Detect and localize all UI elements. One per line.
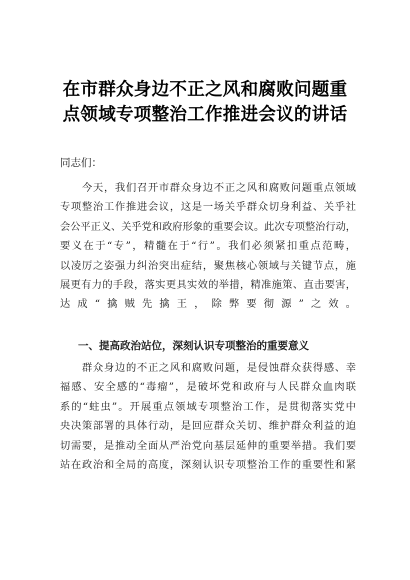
text-line: 群众身边的不正之风和腐败问题，是侵蚀群众获得感、幸 bbox=[60, 363, 356, 374]
paragraph-section-one bbox=[60, 359, 356, 475]
text-line: 要义在于“专”，精髓在于“行”。我们必须紧扣重点范畴， bbox=[60, 241, 356, 253]
text-line: 系的“蛀虫”。开展重点领域专项整治工作，是贯彻落实党中 bbox=[60, 401, 356, 413]
text-line: 展更有力的手段，落实更具实效的举措，精准施策、直击要害， bbox=[60, 280, 356, 292]
text-line: 达成“擒贼先擒王，除弊要彻源”之效。 bbox=[60, 299, 356, 311]
text-line: 会公平正义、关乎党和政府形象的重要会议。此次专项整治行动， bbox=[60, 221, 356, 233]
title-line: 在市群众身边不正之风和腐败问题重 bbox=[62, 80, 348, 100]
text-line: 站在政治和全局的高度，深刻认识专项整治工作的重要性和紧 bbox=[60, 460, 356, 472]
document-title bbox=[48, 78, 362, 128]
text-line: 央决策部署的具体行动，是回应群众关切、维护群众利益的迫 bbox=[60, 421, 356, 433]
paragraph-intro bbox=[60, 179, 356, 315]
text-line: 切需要，是推动全面从严治党向基层延伸的重要举措。我们要 bbox=[60, 440, 356, 452]
salutation: 同志们： bbox=[60, 157, 102, 169]
section-heading: 一、提高政治站位，深刻认识专项整治的重要意义 bbox=[78, 340, 309, 352]
text-line: 今天，我们召开市群众身边不正之风和腐败问题重点领域 bbox=[60, 183, 356, 194]
title-line: 点领域专项整治工作推进会议的讲话 bbox=[62, 105, 348, 125]
text-line: 福感、安全感的“毒瘤”，是破坏党和政府与人民群众血肉联 bbox=[60, 382, 356, 394]
text-line: 以凌厉之姿强力纠治突出症结，聚焦核心领域与关键节点，施 bbox=[60, 260, 356, 272]
text-line: 专项整治工作推进会议，这是一场关乎群众切身利益、关乎社 bbox=[60, 202, 356, 214]
